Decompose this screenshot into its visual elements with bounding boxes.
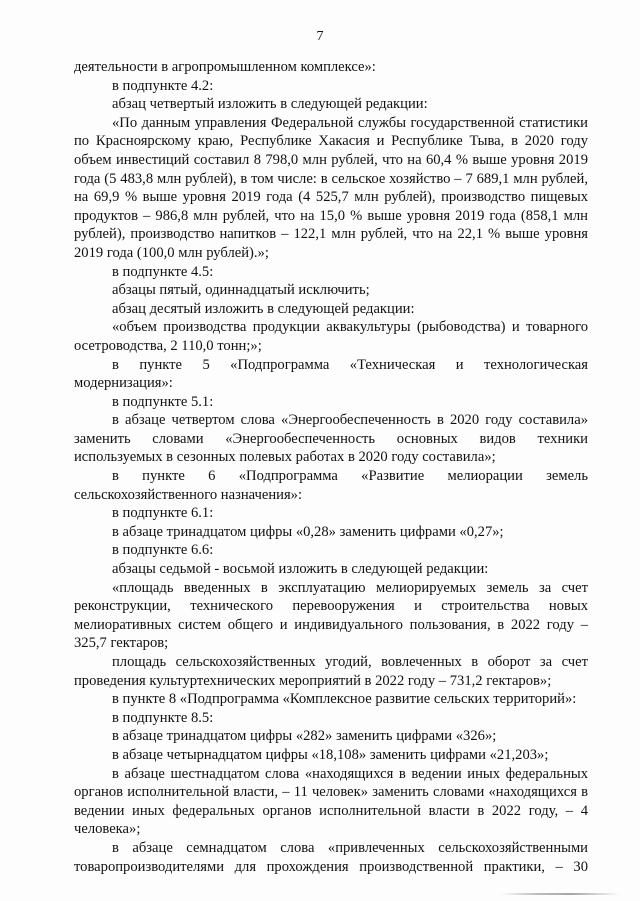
scan-edge-mark bbox=[500, 893, 620, 895]
paragraph: абзац четвертый изложить в следующей редакции: bbox=[112, 96, 428, 113]
paragraph: в абзаце тринадцатом цифры «282» заменить цифрами «326»; bbox=[112, 728, 497, 745]
page-number: 7 bbox=[316, 29, 324, 44]
paragraph: абзацы пятый, одиннадцатый исключить; bbox=[112, 282, 370, 299]
paragraph: в подпункте 5.1: bbox=[112, 393, 214, 410]
paragraph: в подпункте 6.1: bbox=[112, 505, 214, 522]
paragraph: в пункте 5 «Подпрограмма «Техническая и технологическая модернизация»: bbox=[74, 356, 588, 392]
document-body bbox=[74, 58, 588, 876]
paragraph: в абзаце четырнадцатом цифры «18,108» заменить цифрами «21,203»; bbox=[112, 746, 549, 763]
paragraph: площадь сельскохозяйственных угодий, вовлеченных в оборот за счет проведения культуртехнических мероприятий в 2022 году – 731,2 гектаров»; bbox=[74, 654, 588, 689]
paragraph: абзацы седьмой - восьмой изложить в следующей редакции: bbox=[112, 561, 489, 578]
paragraph: в подпункте 8.5: bbox=[112, 709, 214, 726]
paragraph: деятельности в агропромышленном комплексе»: bbox=[74, 59, 376, 75]
paragraph: в абзаце тринадцатом цифры «0,28» заменить цифрами «0,27»; bbox=[112, 523, 504, 540]
paragraph: в абзаце шестнадцатом слова «находящихся в ведении иных федеральных органов исполнительной власти, – 11 человек» заменить словами «находящихся в ведении иных федеральных органов исполнительной власти в 2022 году, – 4 человека»; bbox=[74, 765, 588, 838]
paragraph: в пункте 6 «Подпрограмма «Развитие мелиорации земель сельскохозяйственного назначения»: bbox=[74, 468, 588, 503]
paragraph: «площадь введенных в эксплуатацию мелиорируемых земель за счет реконструкции, технического перевооружения и строительства новых мелиоративных систем общего и индивидуального пользования, в 2022 году – 325,7 гектаров; bbox=[74, 579, 588, 652]
paragraph: в абзаце семнадцатом слова «привлеченных сельскохозяйственными товаропроизводителями для прохождения производственной практики, – 30 bbox=[74, 839, 588, 875]
paragraph: в абзаце четвертом слова «Энергообеспеченность в 2020 году составила» заменить словами «Энергообеспеченность основных видов техники используемых в сезонных полевых работах в 2020 году составила»; bbox=[74, 412, 588, 466]
paragraph: в пункте 8 «Подпрограмма «Комплексное развитие сельских территорий»: bbox=[112, 691, 577, 708]
paragraph: в подпункте 6.6: bbox=[112, 542, 214, 559]
paragraph: в подпункте 4.5: bbox=[112, 263, 214, 280]
paragraph: в подпункте 4.2: bbox=[112, 77, 214, 94]
paragraph: «объем производства продукции аквакультуры (рыбоводства) и товарного осетроводства, 2 110,0 тонн;»; bbox=[74, 319, 588, 354]
paragraph: «По данным управления Федеральной службы государственной статистики по Красноярскому краю, Республике Хакасия и Республике Тыва, в 2020 году объем инвестиций составил 8 798,0 млн рублей, что на 60,4 % выше уровня 2019 года (5 483,8 млн рублей), в том числе: в сельское хозяйство – 7 689,1 млн рублей, на 69,9 % выше уровня 2019 года (4 525,7 млн рублей), производство пищевых продуктов – 986,8 млн рублей, что на 15,0 % выше уровня 2019 года (858,1 млн рублей), производство напитков – 122,1 млн рублей, что на 22,1 % выше уровня 2019 года (100,0 млн рублей).»; bbox=[74, 114, 588, 261]
paragraph: абзац десятый изложить в следующей редакции: bbox=[112, 300, 415, 317]
